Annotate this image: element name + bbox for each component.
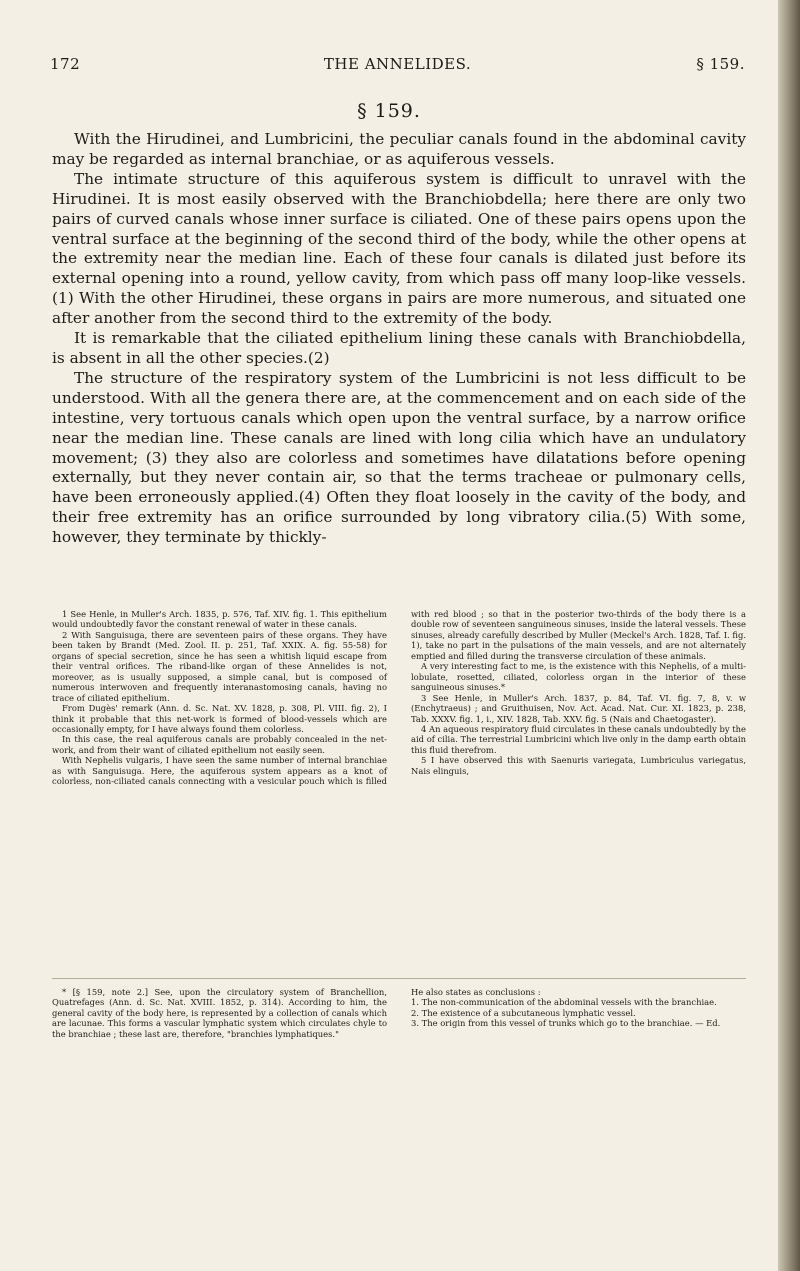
paragraph: With the Hirudinei, and Lumbricini, the peculiar canals found in the abdominal cavity may be regarded as internal branchiae, or as aquiferous vessels. [52,130,746,168]
footnotes [52,609,746,969]
editor-note [52,987,746,1097]
footnote: 3 See Henle, in Muller's Arch. 1837, p. 84, Taf. VI. fig. 7, 8, v. w (Enchytraeus) ; and Gruithuisen, Nov. Act. Acad. Nat. Cur. XI. 1823, p. 238, Tab. XXXV. fig. 1, i., XIV. 1828, Tab. XXV. fig. 5 (Nais and Chaetogaster). [411,692,746,724]
paragraph: It is remarkable that the ciliated epithelium lining these canals with Branchiobdella, is absent in all the other species.(2) [52,329,746,367]
paragraph: The structure of the respiratory system of the Lumbricini is not less difficult to be understood. With all the genera there are, at the commencement and on each side of the intestine, very tortuous canals which open upon the ventral surface, by a narrow orifice near the median line. These canals are lined with long cilia which have an undulatory movement; (3) they also are colorless and sometimes have dilatations before opening externally, but they never contain air, so that the terms tracheae or pulmonary cells, have been erroneously applied.(4) Often they float loosely in the cavity of the body, and their free extremity has an orifice surrounded by long vibratory cilia.(5) With some, however, they terminate by thickly- [52,368,746,547]
footnote: 5 I have observed this with Saenuris variegata, Lumbriculus variegatus, Nais elinguis, [411,755,746,776]
running-header [50,55,745,79]
footnote: 1 See Henle, in Muller's Arch. 1835, p. 576, Taf. XIV. fig. 1. This epithelium would undoubtedly favor the constant renewal of water in these canals. [52,609,387,630]
editor-note-paragraph: 3. The origin from this vessel of trunks which go to the branchiae. — Ed. [411,1018,721,1029]
footnote: With Nephelis vulgaris, I have seen the same number of internal branchiae as with Sanguisuga. Here, the aquiferous system appears as a knot of colorless, non-ciliated canals connecting with a vesicular pouch which is filled with red blood ; so that in the posterior two-thirds of the body there is a double row of seventeen sanguineous sinuses, inside the lateral vessels. These sinuses, already carefully described by Muller (Meckel's Arch. 1828, Taf. I. fig. 1), take no part in the pulsations of the main vessels, and are not alternately emptied and filled during the transverse circulation of these animals. [52,609,746,787]
paragraph: The intimate structure of this aquiferous system is difficult to unravel with the Hirudinei. It is most easily observed with the Branchiobdella; here there are only two pairs of curved canals whose inner surface is ciliated. One of these pairs opens upon the ventral surface at the beginning of the second third of the body, while the other opens at the extremity near the median line. Each of these four canals is dilated just before its external opening into a round, yellow cavity, from which pass off many loop-like vessels.(1) With the other Hirudinei, these organs in pairs are more numerous, and situated one after another from the second third to the extremity of the body. [52,169,746,328]
footnote: 4 An aqueous respiratory fluid circulates in these canals undoubtedly by the aid of cilia. The terrestrial Lumbricini which live only in the damp earth obtain this fluid therefrom. [411,723,746,755]
main-text [52,130,746,548]
editor-note-paragraph: 1. The non-communication of the abdominal vessels with the branchiae. [411,997,717,1008]
editor-note-paragraph: He also states as conclusions : [411,987,541,997]
page-edge [778,0,800,1271]
footnote: In this case, the real aquiferous canals are probably concealed in the net-work, and from their want of ciliated epithelium not easily seen. [52,734,387,755]
header-section: § 159. [696,55,745,73]
page-number: 172 [50,55,81,73]
footnote: A very interesting fact to me, is the existence with this Nephelis, of a multi-lobulate, rosetted, ciliated, colorless organ in the interior of these sanguineous sinuses.* [411,661,746,693]
section-heading: § 159. [357,100,421,122]
footnote: From Dugès' remark (Ann. d. Sc. Nat. XV. 1828, p. 308, Pl. VIII. fig. 2), I think it probable that this net-work is formed of blood-vessels which are occasionally empty, for I have always found them colorless. [52,703,387,734]
footnote-divider [52,978,746,979]
editor-note-paragraph: 2. The existence of a subcutaneous lymphatic vessel. [411,1007,636,1018]
footnote: 2 With Sanguisuga, there are seventeen pairs of these organs. They have been taken by Brandt (Med. Zool. II. p. 251, Taf. XXIX. A. fig. 55-58) for organs of special secretion, since he has seen a whitish liquid escape from their ventral orifices. The riband-like organ of these Annelides is not, moreover, as is usually supposed, a simple canal, but is composed of numerous interwoven and frequently interanastomosing canals, having no trace of ciliated epithelium. [52,629,387,703]
editor-note-paragraph: * [§ 159, note 2.] See, upon the circulatory system of Branchellion, Quatrefages (Ann. d. Sc. Nat. XVIII. 1852, p. 314). According to him, the general cavity of the body here, is represented by a collection of canals which are lacunae. This forms a vascular lymphatic system which circulates chyle to the branchiae ; these last are, therefore, "branchies lymphatiques." [52,987,387,1039]
running-title: THE ANNELIDES. [323,55,472,73]
